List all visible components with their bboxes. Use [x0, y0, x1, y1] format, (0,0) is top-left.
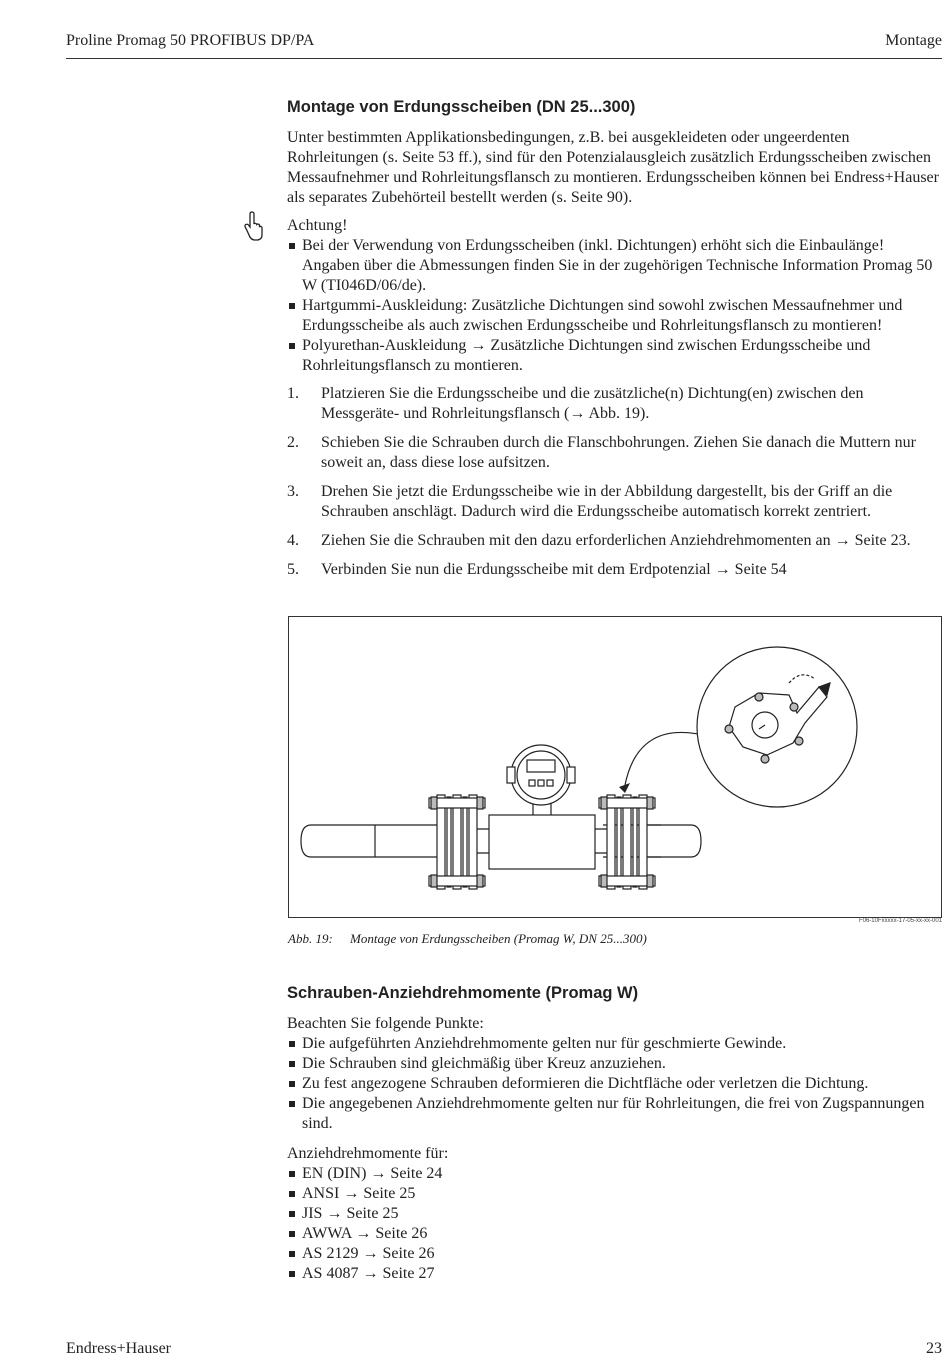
- intro-paragraph: Unter bestimmten Applikationsbedingungen, z.B. bei ausgekleideten oder ungeerdenten Rohrleitungen (s. Seite 53 ff.), sind für den Potenzialausgleich zusätzlich Erdungsscheiben zwischen Messaufnehmer und Rohrleitungsflansch zu montieren. Erdungsscheiben können bei Endress+Hauser als separates Zubehörteil bestellt werden (s. Seite 90).: [287, 129, 939, 206]
- figure-caption: [288, 931, 647, 947]
- section-intro: Beachten Sie folgende Punkte:: [287, 1015, 484, 1032]
- header-chapter: Montage: [885, 32, 942, 49]
- list-item: AS 2129 → Seite 26: [287, 1244, 942, 1264]
- step-item: [287, 560, 942, 580]
- step-item: [287, 482, 942, 522]
- list-item: Zu fest angezogene Schrauben deformieren die Dichtfläche oder verletzen die Dichtung.: [287, 1074, 942, 1094]
- caution-label: Achtung!: [287, 217, 348, 234]
- header-divider: [66, 58, 942, 59]
- installation-drawing: [289, 617, 941, 917]
- list-item: Die angegebenen Anziehdrehmomente gelten nur für Rohrleitungen, die frei von Zugspannungen sind.: [287, 1094, 942, 1134]
- step-number: 2.: [287, 434, 299, 451]
- list-item: AS 4087 → Seite 27: [287, 1264, 942, 1284]
- list-item: Die Schrauben sind gleichmäßig über Kreuz anzuziehen.: [287, 1054, 942, 1074]
- installation-steps: [287, 384, 942, 580]
- left-flange: [437, 795, 445, 889]
- footer-company: Endress+Hauser: [66, 1340, 171, 1357]
- step-item: [287, 531, 942, 551]
- caption-number: Abb. 19:: [288, 931, 333, 946]
- list-item: Die aufgeführten Anziehdrehmomente gelten nur für geschmierte Gewinde.: [287, 1034, 942, 1054]
- list-item: AWWA → Seite 26: [287, 1224, 942, 1244]
- step-item: [287, 384, 942, 424]
- list-item: EN (DIN) → Seite 24: [287, 1164, 942, 1184]
- torque-standards-list: [287, 1164, 942, 1284]
- left-pipe: [301, 825, 375, 857]
- transmitter-housing: [511, 745, 571, 805]
- caption-text: Montage von Erdungsscheiben (Promag W, DN 25...300): [350, 931, 647, 946]
- step-number: 1.: [287, 385, 299, 402]
- caution-list: [287, 236, 942, 376]
- step-text: Verbinden Sie nun die Erdungsscheibe mit dem Erdpotenzial → Seite 54: [321, 561, 787, 578]
- step-item: [287, 433, 942, 473]
- step-text: Drehen Sie jetzt die Erdungsscheibe wie in der Abbildung dargestellt, bis der Griff an die Schrauben anschlägt. Dadurch wird die Erdungsscheibe automatisch korrekt zentriert.: [321, 483, 893, 520]
- section-grounding-discs: [287, 96, 942, 589]
- step-text: Schieben Sie die Schrauben durch die Flanschbohrungen. Ziehen Sie danach die Muttern nur soweit an, dass diese lose aufsitzen.: [321, 434, 916, 471]
- list-item: JIS → Seite 25: [287, 1204, 942, 1224]
- step-number: 5.: [287, 561, 299, 578]
- list-item: Hartgummi-Auskleidung: Zusätzliche Dichtungen sind sowohl zwischen Messaufnehmer und Erdungsscheibe als auch zwischen Erdungsscheibe und Rohrleitungsflansch zu montieren!: [287, 296, 942, 336]
- step-text: Ziehen Sie die Schrauben mit den dazu erforderlichen Anziehdrehmomenten an → Seite 23.: [321, 532, 911, 549]
- pointing-hand-icon: [240, 210, 264, 246]
- section-title: Schrauben-Anziehdrehmomente (Promag W): [287, 984, 639, 1002]
- list-item: Polyurethan-Auskleidung → Zusätzliche Dichtungen sind zwischen Erdungsscheibe und Rohrleitungsflansch zu montieren.: [287, 336, 942, 376]
- right-flange: [607, 795, 615, 889]
- list-item: ANSI → Seite 25: [287, 1184, 942, 1204]
- list-item: Bei der Verwendung von Erdungsscheiben (inkl. Dichtungen) erhöht sich die Einbaulänge! Angaben über die Abmessungen finden Sie in der zugehörigen Technische Information Promag 50 W (TI046D/06/de).: [287, 236, 942, 296]
- section-bolt-torques: [287, 982, 942, 1284]
- step-number: 4.: [287, 532, 299, 549]
- step-text: Platzieren Sie die Erdungsscheibe und die zusätzliche(n) Dichtung(en) zwischen den Messgeräte- und Rohrleitungsflansch (→ Abb. 19).: [321, 385, 864, 422]
- torque-label: Anziehdrehmomente für:: [287, 1145, 449, 1162]
- step-number: 3.: [287, 483, 299, 500]
- section-title: Montage von Erdungsscheiben (DN 25...300): [287, 98, 636, 116]
- figure-code: F06-10Fxxxxx-17-05-xx-xx-001: [858, 918, 942, 924]
- header-document-title: Proline Promag 50 PROFIBUS DP/PA: [66, 32, 315, 49]
- meter-body: [489, 815, 595, 869]
- notes-list: [287, 1034, 942, 1134]
- figure-grounding-disc-installation: [288, 616, 942, 918]
- page-number: 23: [926, 1340, 942, 1357]
- page-header: [66, 32, 942, 54]
